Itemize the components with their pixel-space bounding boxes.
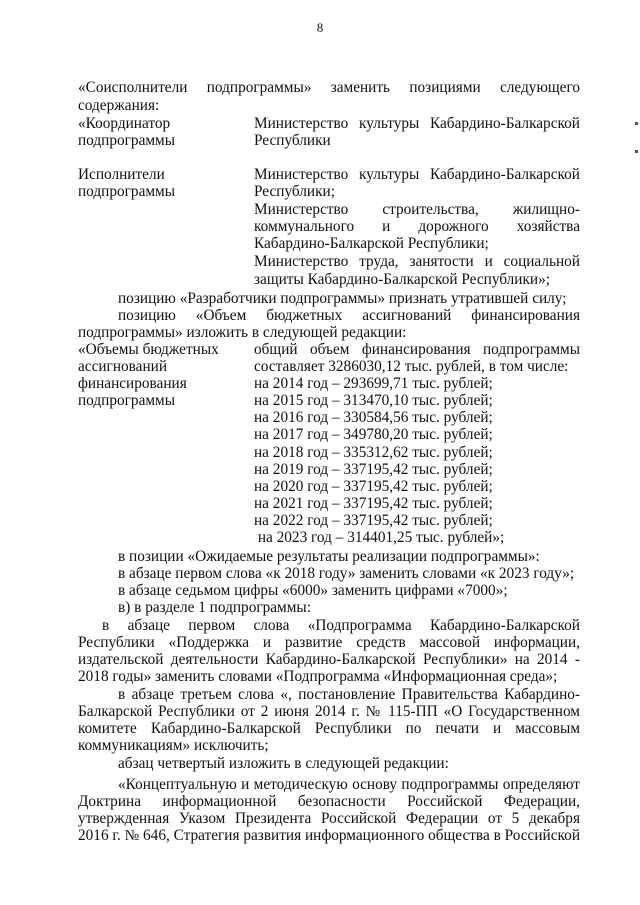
coordinator-value: Министерство культуры Кабардино-Балкарской Республики xyxy=(254,115,580,150)
paragraph-concept: «Концептуальную и методическую основу подпрограммы определяют Доктрина информационной безопасности Российской Федерации, утвержденная Указом Президента Российской Федерации от 5 декабря 2016 г. № 646, Стратегия развития информационного общества в Российской xyxy=(78,776,581,845)
amendments-list xyxy=(118,548,580,616)
executor-line: Министерство культуры Кабардино-Балкарской xyxy=(254,166,580,183)
budget-year-line: на 2020 год – 337195,42 тыс. рублей; xyxy=(254,477,493,495)
paragraph-third: в абзаце третьем слова «, постановление Правительства Кабардино- Балкарской Республики от 2 июня 2014 г. № 115-ПП «О Государственном комитете Кабардино-Балкарской Республики по печати и массовым коммуникациям» исключить; xyxy=(78,686,580,755)
intro-line: «Соисполнители подпрограммы» заменить позициями следующего xyxy=(78,79,580,96)
scan-mark xyxy=(635,150,638,153)
budget-year-line: на 2015 год – 313470,10 тыс. рублей; xyxy=(254,392,493,410)
paragraph-fourth: абзац четвертый изложить в следующей редакции: xyxy=(118,755,449,772)
budget-year-line: на 2022 год – 337195,42 тыс. рублей; xyxy=(254,511,493,529)
amendment-line: в абзаце первом слова «к 2018 году» заменить словами «к 2023 году»; xyxy=(118,565,575,583)
coordinator-label: «Координатор подпрограммы xyxy=(78,115,176,150)
budget-year-line: на 2016 год – 330584,56 тыс. рублей; xyxy=(254,409,493,427)
intro-paragraph xyxy=(78,79,580,96)
executor-line: Министерство труда, занятости и социальной xyxy=(254,253,580,271)
scan-mark xyxy=(635,122,638,125)
paragraph-first: в абзаце первом слова «Подпрограмма Кабардино-Балкарской Республики «Поддержка и развитие средств массовой информации, издательской деятельности Кабардино-Балкарской Республики» на 2014 - 2018 годы» заменить словами «Подпрограмма «Информационная среда»; xyxy=(78,617,580,686)
executors-label: Исполнители подпрограммы xyxy=(78,166,176,201)
developers-paragraph: позицию «Разработчики подпрограммы» признать утратившей силу; xyxy=(118,290,567,307)
executor-line: коммунального и дорожного хозяйства xyxy=(254,218,580,236)
budget-intro-end: подпрограммы» изложить в следующей редакции: xyxy=(78,324,407,341)
intro-line: содержания: xyxy=(78,97,160,114)
budget-intro: позицию «Объем бюджетных ассигнований финансирования xyxy=(118,307,580,324)
budget-year-line: на 2018 год – 335312,62 тыс. рублей; xyxy=(254,443,493,461)
budget-year-line: на 2017 год – 349780,20 тыс. рублей; xyxy=(254,426,493,444)
executor-line: защиты Кабардино-Балкарской Республики»; xyxy=(254,270,551,288)
budget-year-line: на 2021 год – 337195,42 тыс. рублей; xyxy=(254,494,493,512)
amendment-line: в) в разделе 1 подпрограммы: xyxy=(118,599,311,617)
budget-year-line: на 2019 год – 337195,42 тыс. рублей; xyxy=(254,460,493,478)
executor-line: Министерство строительства, жилищно- xyxy=(254,201,580,219)
budget-total: общий объем финансирования подпрограммы xyxy=(254,341,580,358)
budget-year-line: на 2023 год – 314401,25 тыс. рублей»; xyxy=(254,529,505,547)
budget-values xyxy=(254,341,580,546)
intro-paragraph-end xyxy=(78,97,580,114)
budget-label: «Объемы бюджетных ассигнований финансирования подпрограммы xyxy=(78,341,219,410)
executor-line: Кабардино-Балкарской Республики; xyxy=(254,235,489,253)
amendment-line: в абзаце седьмом цифры «6000» заменить цифрами «7000»; xyxy=(118,582,508,600)
budget-year-line: на 2014 год – 293699,71 тыс. рублей; xyxy=(254,375,493,393)
executors-value xyxy=(254,166,580,288)
page-number: 8 xyxy=(316,20,324,35)
amendment-line: в позиции «Ожидаемые результаты реализации подпрограммы»: xyxy=(118,548,540,565)
executor-line: Республики; xyxy=(254,183,335,201)
budget-total: составляет 3286030,12 тыс. рублей, в том числе: xyxy=(254,358,569,376)
